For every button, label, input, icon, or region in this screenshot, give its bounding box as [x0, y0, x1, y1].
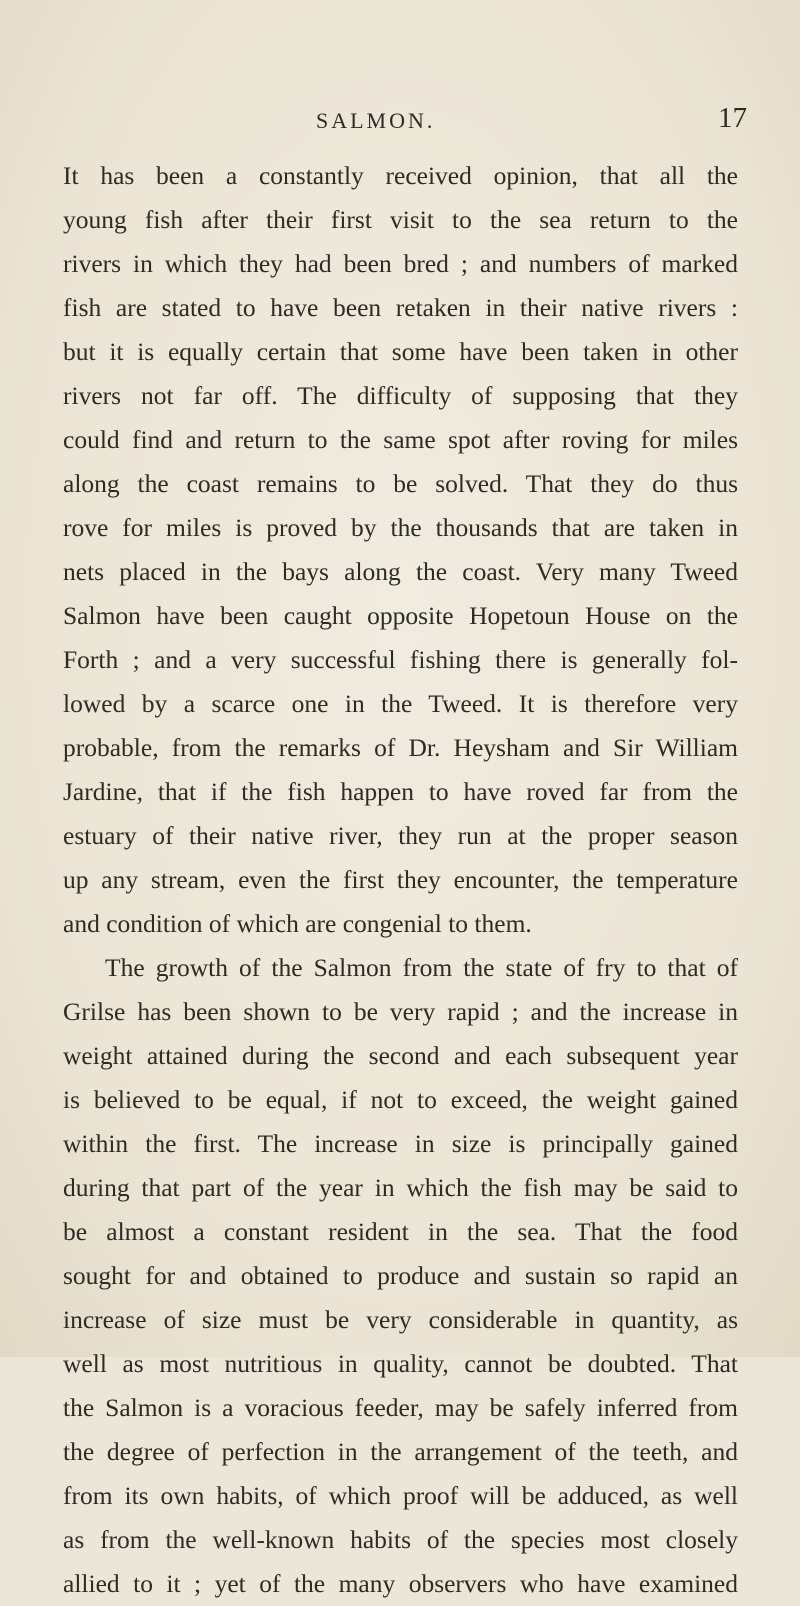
running-title: SALMON.	[316, 108, 436, 133]
text-line: rove for miles is proved by the thousands that are taken in	[63, 513, 738, 542]
text-line: up any stream, even the first they encounter, the temperature	[63, 865, 738, 894]
text-line: along the coast remains to be solved. That they do thus	[63, 469, 738, 498]
page-number: 17	[718, 102, 747, 134]
text-line: rivers not far off. The difficulty of supposing that they	[63, 381, 738, 410]
body-text	[63, 154, 738, 1606]
text-line: estuary of their native river, they run at the proper season	[63, 821, 738, 850]
text-line: Grilse has been shown to be very rapid ; and the increase in	[63, 997, 738, 1026]
text-line: Salmon have been caught opposite Hopetoun House on the	[63, 601, 738, 630]
paragraph-end-line: and condition of which are congenial to them.	[63, 909, 532, 938]
text-line: allied to it ; yet of the many observers who have examined	[63, 1569, 738, 1598]
text-line: within the first. The increase in size is principally gained	[63, 1129, 738, 1158]
text-line: sought for and obtained to produce and sustain so rapid an	[63, 1261, 738, 1290]
paragraph-start-line: The growth of the Salmon from the state of fry to that of	[105, 953, 738, 982]
text-line: nets placed in the bays along the coast. Very many Tweed	[63, 557, 738, 586]
text-line: increase of size must be very considerable in quantity, as	[63, 1305, 738, 1334]
text-line: the Salmon is a voracious feeder, may be safely inferred from	[63, 1393, 738, 1422]
text-line: is believed to be equal, if not to exceed, the weight gained	[63, 1085, 738, 1114]
text-line: young fish after their first visit to the sea return to the	[63, 205, 738, 234]
text-line: It has been a constantly received opinion, that all the	[63, 161, 738, 190]
text-line: but it is equally certain that some have been taken in other	[63, 337, 738, 366]
text-line: during that part of the year in which the fish may be said to	[63, 1173, 738, 1202]
text-line: Jardine, that if the fish happen to have roved far from the	[63, 777, 738, 806]
text-line: weight attained during the second and each subsequent year	[63, 1041, 738, 1070]
text-line: could find and return to the same spot after roving for miles	[63, 425, 738, 454]
text-line: from its own habits, of which proof will be adduced, as well	[63, 1481, 738, 1510]
text-line: lowed by a scarce one in the Tweed. It is therefore very	[63, 689, 738, 718]
text-line: be almost a constant resident in the sea. That the food	[63, 1217, 738, 1246]
text-line: fish are stated to have been retaken in their native rivers :	[63, 293, 738, 322]
text-line: well as most nutritious in quality, cannot be doubted. That	[63, 1349, 738, 1378]
text-line: Forth ; and a very successful fishing there is generally fol-	[63, 645, 738, 674]
text-line: rivers in which they had been bred ; and numbers of marked	[63, 249, 738, 278]
page-header	[0, 102, 800, 142]
text-line: probable, from the remarks of Dr. Heysham and Sir William	[63, 733, 738, 762]
text-line: as from the well-known habits of the species most closely	[63, 1525, 738, 1554]
text-line: the degree of perfection in the arrangement of the teeth, and	[63, 1437, 738, 1466]
